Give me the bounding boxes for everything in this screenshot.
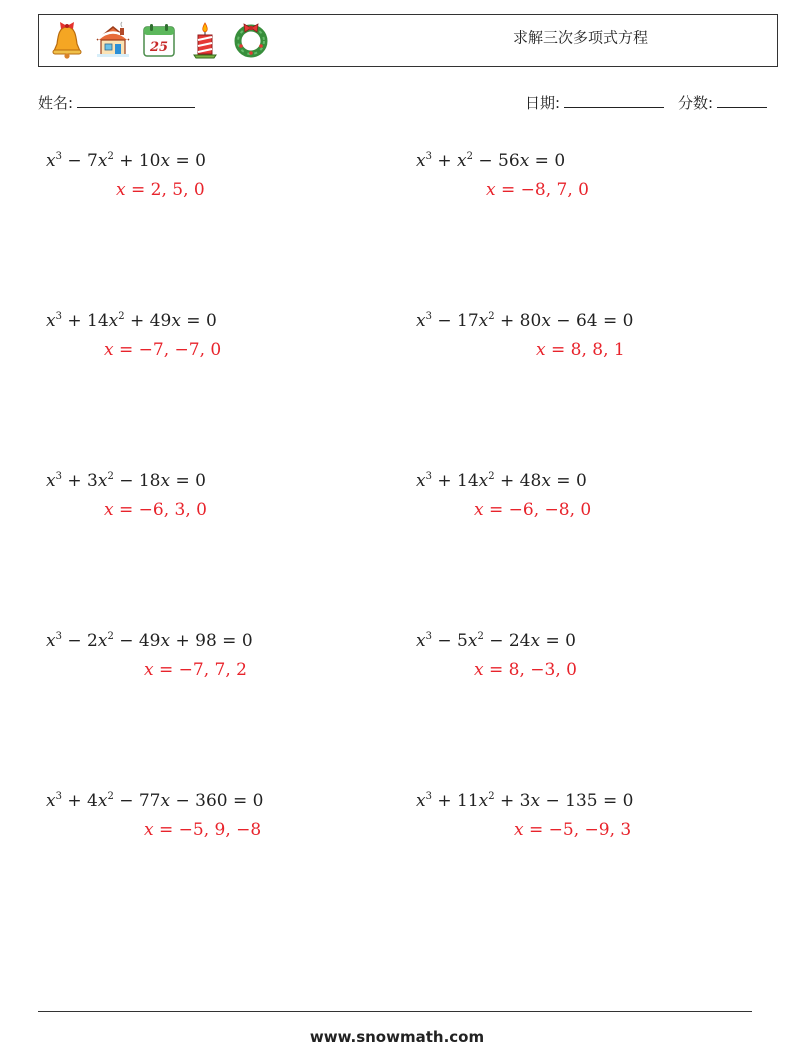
equation: $x^3 - 5x^2 - 24x = 0$ xyxy=(416,631,576,651)
icon-row xyxy=(47,20,271,60)
wreath-icon xyxy=(231,20,271,60)
problem-item xyxy=(46,310,376,361)
answer: x = −6, 3, 0 xyxy=(104,500,207,520)
equation: $x^3 - 7x^2 + 10x = 0$ xyxy=(46,151,206,171)
house-icon xyxy=(93,20,133,60)
problem-item xyxy=(46,150,376,201)
answer: x = −8, 7, 0 xyxy=(486,180,589,200)
candle-icon xyxy=(185,20,225,60)
problem-item xyxy=(416,630,746,681)
footer-divider xyxy=(38,1011,752,1012)
equation: $x^3 + 11x^2 + 3x - 135 = 0$ xyxy=(416,791,634,811)
problem-item xyxy=(46,790,376,841)
bell-icon xyxy=(47,20,87,60)
answer: x = −5, −9, 3 xyxy=(514,820,632,840)
equation: $x^3 + 14x^2 + 48x = 0$ xyxy=(416,471,587,491)
answer: x = −5, 9, −8 xyxy=(144,820,262,840)
equation: $x^3 + 4x^2 - 77x - 360 = 0$ xyxy=(46,791,264,811)
problem-item xyxy=(416,310,746,361)
date-label: 日期: xyxy=(525,94,561,112)
date-blank[interactable] xyxy=(564,93,664,108)
answer: x = −7, 7, 2 xyxy=(144,660,247,680)
footer-url: www.snowmath.com xyxy=(309,1028,485,1046)
name-field xyxy=(38,92,195,113)
problem-item xyxy=(46,630,376,681)
answer: x = 8, −3, 0 xyxy=(474,660,577,680)
equation: $x^3 - 2x^2 - 49x + 98 = 0$ xyxy=(46,631,253,651)
answer: x = 8, 8, 1 xyxy=(536,340,625,360)
problem-item xyxy=(416,470,746,521)
header-box xyxy=(38,14,778,67)
equation: $x^3 - 17x^2 + 80x - 64 = 0$ xyxy=(416,311,634,331)
equation: $x^3 + x^2 - 56x = 0$ xyxy=(416,151,566,171)
problem-item xyxy=(416,150,746,201)
equation: $x^3 + 3x^2 - 18x = 0$ xyxy=(46,471,206,491)
answer: x = 2, 5, 0 xyxy=(116,180,205,200)
score-field xyxy=(678,92,767,113)
score-blank[interactable] xyxy=(717,93,767,108)
name-blank[interactable] xyxy=(77,93,195,108)
calendar-icon xyxy=(139,20,179,60)
equation: $x^3 + 14x^2 + 49x = 0$ xyxy=(46,311,217,331)
worksheet-title: 求解三次多项式方程 xyxy=(513,28,649,47)
problem-item xyxy=(46,470,376,521)
calendar-day: 25 xyxy=(149,40,169,55)
score-label: 分数: xyxy=(678,94,714,112)
name-label: 姓名: xyxy=(38,94,74,112)
answer: x = −7, −7, 0 xyxy=(104,340,222,360)
date-field xyxy=(525,92,664,113)
problem-item xyxy=(416,790,746,841)
answer: x = −6, −8, 0 xyxy=(474,500,592,520)
